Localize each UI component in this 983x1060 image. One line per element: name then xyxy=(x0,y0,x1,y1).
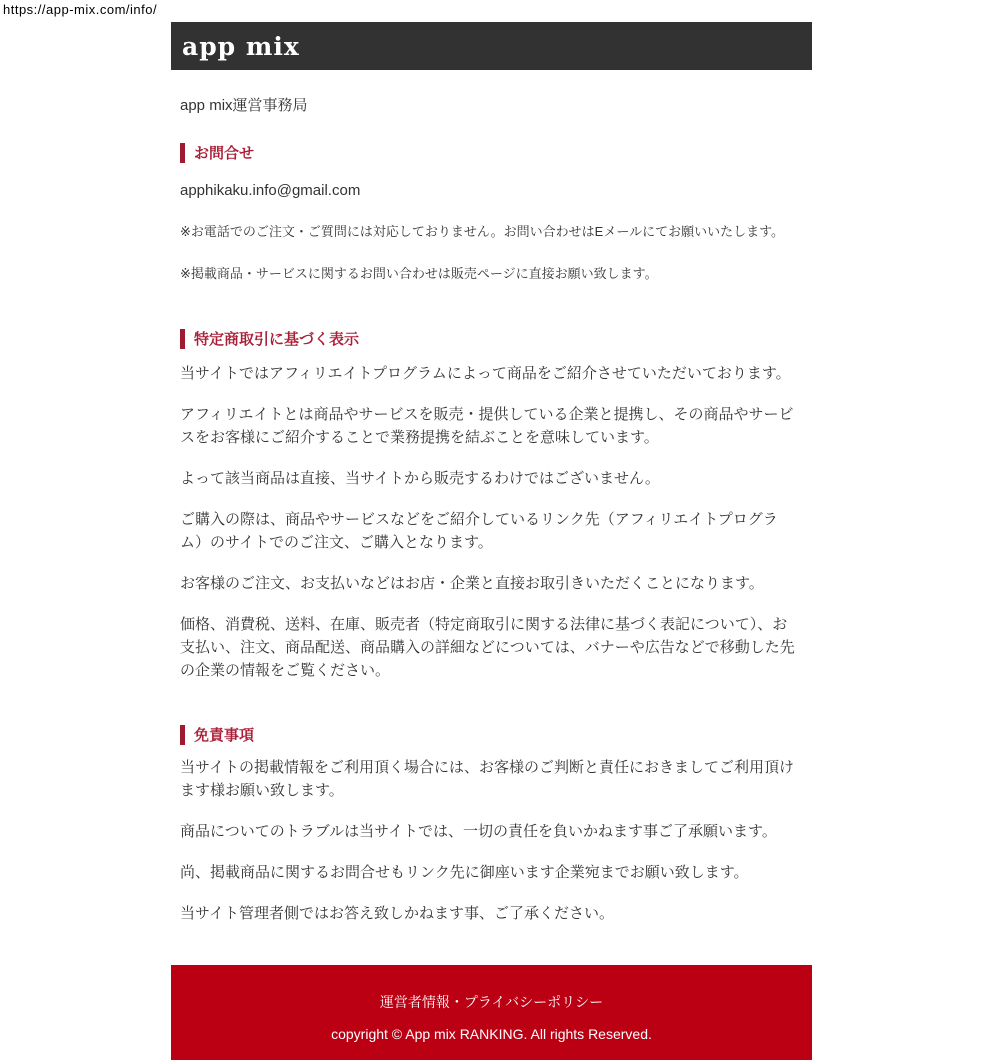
body-paragraph: ご購入の際は、商品やサービスなどをご紹介しているリンク先（アフィリエイトプログラム）のサイトでのご注文、ご購入となります。 xyxy=(180,511,778,551)
intro-text: app mix運営事務局 xyxy=(180,97,308,114)
main-content xyxy=(171,94,812,925)
body-paragraph: 商品についてのトラブルは当サイトでは、一切の責任を負いかねます事ご了承願います。 xyxy=(180,823,777,840)
tokutei-section-heading xyxy=(180,328,798,349)
body-paragraph: 当サイトの掲載情報をご利用頂く場合には、お客様のご判断と責任におきましてご利用頂けます様お願い致します。 xyxy=(180,759,794,799)
body-paragraph: 尚、掲載商品に関するお問合せもリンク先に御座います企業宛までお願い致します。 xyxy=(180,864,749,881)
footer-privacy-link[interactable]: 運営者情報・プライバシーポリシー xyxy=(379,994,604,1010)
contact-email: apphikaku.info@gmail.com xyxy=(180,182,361,199)
body-paragraph: よって該当商品は直接、当サイトから販売するわけではございません。 xyxy=(180,470,660,487)
body-paragraph: アフィリエイトとは商品やサービスを販売・提供している企業と提携し、その商品やサービスをお客様にご紹介することで業務提携を結ぶことを意味しています。 xyxy=(180,406,794,446)
body-paragraph: お客様のご注文、お支払いなどはお店・企業と直接お取引きいただくことになります。 xyxy=(180,575,764,592)
heading-accent-bar xyxy=(180,143,185,163)
footer-copyright: copyright © App mix RANKING. All rights Reserved. xyxy=(331,1026,652,1042)
contact-heading-text: お問合せ xyxy=(194,145,255,162)
body-paragraph: 当サイトではアフィリエイトプログラムによって商品をご紹介させていただいております。 xyxy=(180,365,791,382)
body-paragraph: 当サイト管理者側ではお答え致しかねます事、ご了承ください。 xyxy=(180,905,614,922)
site-title[interactable]: app mix xyxy=(182,31,300,61)
contact-section-heading xyxy=(180,142,798,163)
contact-note: ※掲載商品・サービスに関するお問い合わせは販売ページに直接お願い致します。 xyxy=(180,266,658,281)
page-url: https://app-mix.com/info/ xyxy=(3,2,158,17)
menseki-section-heading xyxy=(180,724,798,745)
heading-accent-bar xyxy=(180,329,185,349)
tokutei-heading-text: 特定商取引に基づく表示 xyxy=(194,331,360,348)
menseki-heading-text: 免責事項 xyxy=(194,727,255,744)
site-header xyxy=(171,22,812,70)
heading-accent-bar xyxy=(180,725,185,745)
body-paragraph: 価格、消費税、送料、在庫、販売者（特定商取引に関する法律に基づく表記について）、お支払い、注文、商品配送、商品購入の詳細などについては、バナーや広告などで移動した先の企業の情報をご覧ください。 xyxy=(180,616,795,679)
contact-note: ※お電話でのご注文・ご質問には対応しておりません。お問い合わせはEメールにてお願いいたします。 xyxy=(180,224,785,239)
page-container xyxy=(171,0,812,1060)
